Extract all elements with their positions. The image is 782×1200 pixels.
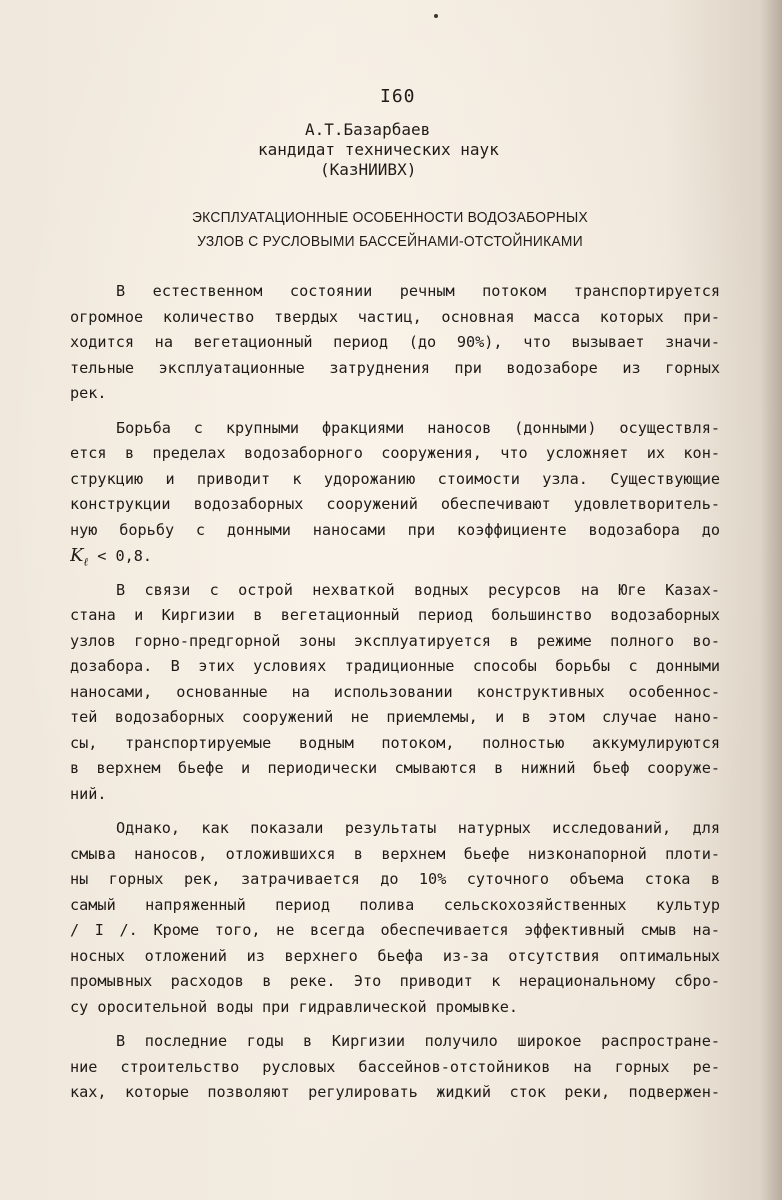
formula-relation: < 0,8. — [97, 547, 153, 565]
text-line: су оросительной воды при гидравлической промывке. — [70, 997, 519, 1016]
paragraph — [70, 1029, 720, 1106]
paragraph — [70, 578, 720, 808]
ink-dot — [434, 14, 438, 18]
page-number: I60 — [380, 86, 416, 107]
author-institution: (КазНИИВХ) — [320, 160, 417, 179]
text-line: ний. — [70, 784, 107, 803]
paragraph — [70, 416, 720, 569]
text-line: тельные эксплуатационные затруднения при водозаборе из горных — [70, 358, 720, 377]
text-line: в верхнем бьефе и периодически смываются в нижний бьеф сооруже- — [70, 759, 720, 777]
formula-line — [70, 543, 720, 569]
text-line: струкцию и приводит к удорожанию стоимости узла. Существующие — [70, 469, 720, 488]
text-line: стана и Киргизии в вегетационный период большинство водозаборных — [70, 606, 720, 624]
text-line: В связи с острой нехваткой водных ресурсов на Юге Казах- — [116, 580, 720, 599]
text-line: узлов горно-предгорной зоны эксплуатируется в режиме полного во- — [70, 631, 720, 650]
text-line: В естественном состоянии речным потоком транспортируется — [116, 282, 720, 300]
text-line: самый напряженный период полива сельскохозяйственных культур — [70, 895, 720, 914]
text-line: / I /. Кроме того, не всегда обеспечивается эффективный смыв на- — [70, 921, 720, 939]
text-line: промывных расходов в реке. Это приводит к нерациональному сбро- — [70, 972, 720, 990]
title-line: ЭКСПЛУАТАЦИОННЫЕ ОСОБЕННОСТИ ВОДОЗАБОРНЫХ — [191, 209, 589, 226]
article-title — [178, 206, 601, 254]
text-line: ется в пределах водозаборного сооружения, что усложняет их кон- — [70, 444, 720, 462]
text-line: ны горных рек, затрачивается до 10% суточного объема стока в — [70, 870, 720, 888]
text-line: наносами, основанные на использовании конструктивных особеннос- — [70, 682, 720, 701]
text-line: ние строительство русловых бассейнов-отстойников на горных ре- — [70, 1057, 720, 1076]
text-line: конструкции водозаборных сооружений обеспечивают удовлетворитель- — [70, 495, 720, 513]
text-line: тей водозаборных сооружений не приемлемы, и в этом случае нано- — [70, 708, 720, 726]
text-line: ходится на вегетационный период (до 90%), что вызывает значи- — [70, 333, 720, 351]
author-name: А.Т.Базарбаев — [305, 120, 431, 139]
text-line: смыва наносов, отложившихся в верхнем бьефе низконапорной плоти- — [70, 844, 720, 863]
author-degree: кандидат технических наук — [258, 140, 499, 159]
text-line: Однако, как показали результаты натурных исследований, для — [116, 819, 720, 837]
text-line: ную борьбу с донными наносами при коэффициенте водозабора до — [70, 520, 720, 539]
page-edge-shadow — [760, 0, 782, 1200]
text-line: В последние годы в Киргизии получило широкое распростране- — [116, 1032, 720, 1050]
paragraph — [70, 279, 720, 407]
formula-symbol: $K_\ell$ — [70, 545, 89, 569]
text-line: Борьба с крупными фракциями наносов (донными) осуществля- — [116, 418, 720, 437]
paragraph — [70, 816, 720, 1020]
text-line: дозабора. В этих условиях традиционные способы борьбы с донными — [70, 657, 720, 675]
title-line: УЗЛОВ С РУСЛОВЫМИ БАССЕЙНАМИ-ОТСТОЙНИКАМИ — [197, 233, 583, 250]
text-line: сы, транспортируемые водным потоком, полностью аккумулируются — [70, 733, 720, 752]
article-body — [70, 279, 720, 1106]
text-line: рек. — [70, 384, 107, 402]
text-line: ках, которые позволяют регулировать жидкий сток реки, подвержен- — [70, 1083, 720, 1101]
text-line: носных отложений из верхнего бьефа из-за отсутствия оптимальных — [70, 946, 720, 965]
text-line: огромное количество твердых частиц, основная масса которых при- — [70, 307, 720, 326]
